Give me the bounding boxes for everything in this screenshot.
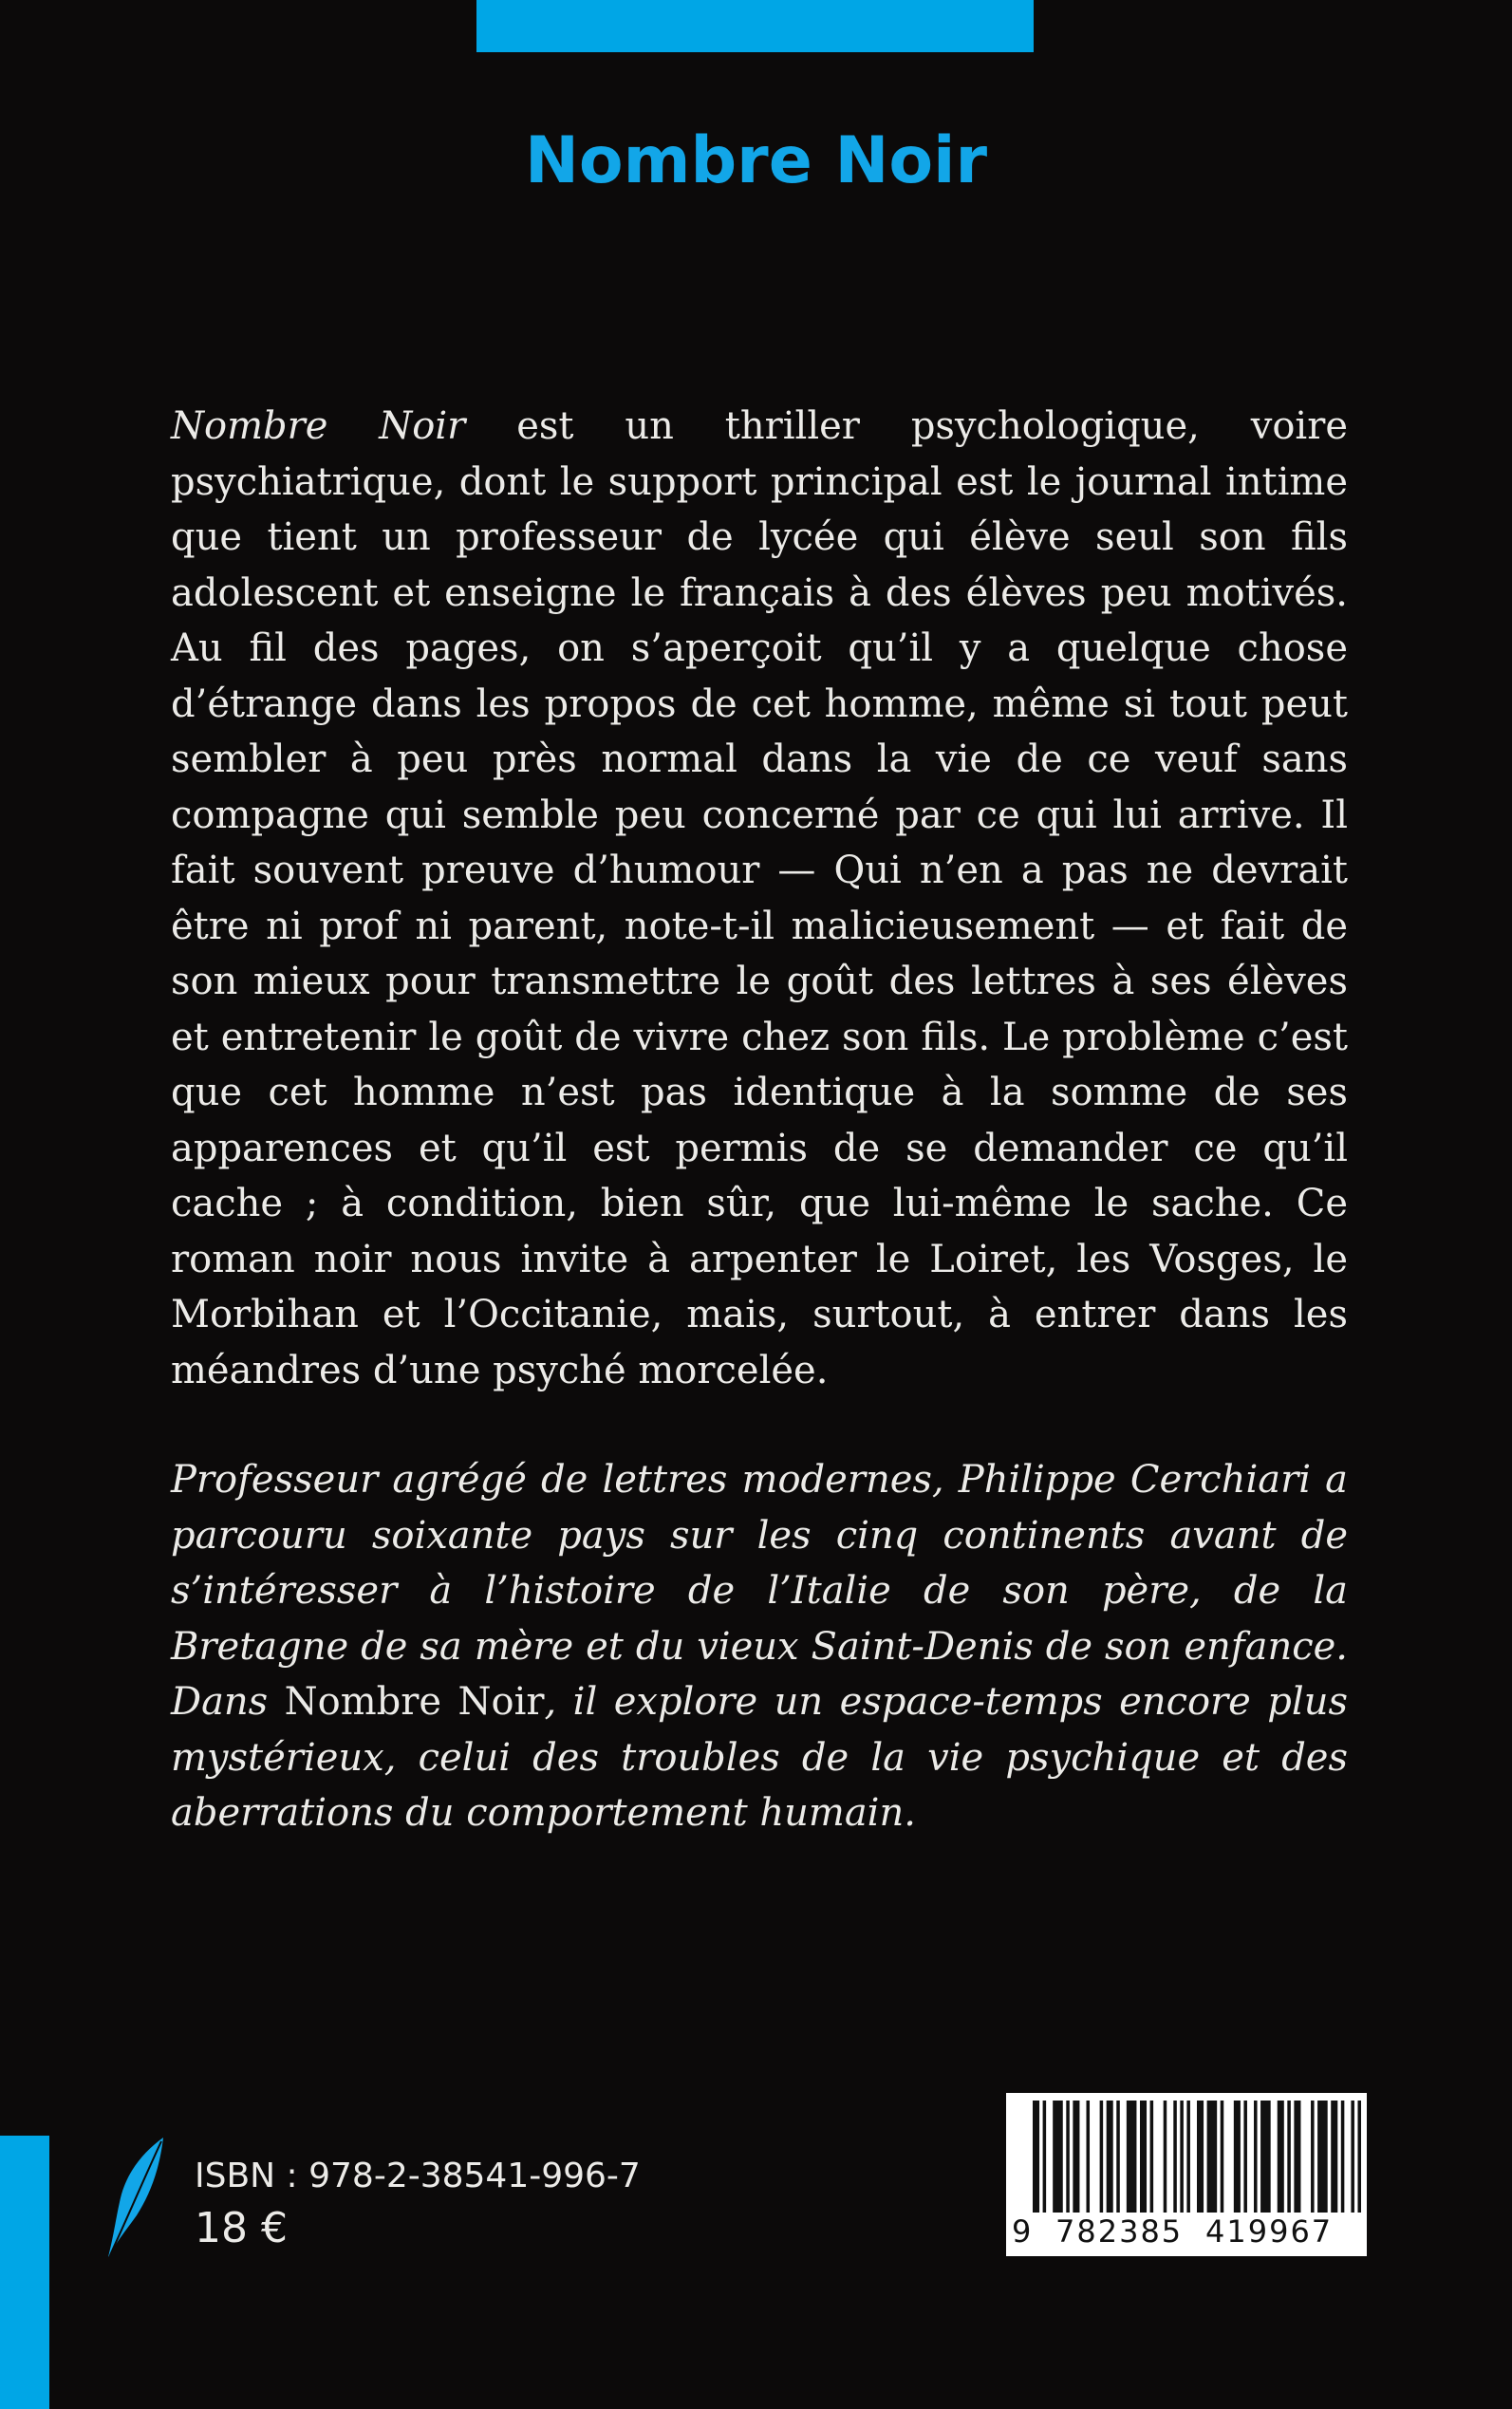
barcode-bar [1073,2101,1079,2213]
synopsis-text: est un thriller psychologique, voire psychiatrique, dont le support principal est le journal intime que tient un professeur de lycée qui élève seul son fils adolescent et enseigne le français à des élèves peu motivés. Au fil des pages, on s’aperçoit qu’il y a quelque chose d’étrange dans les propos de cet homme, même si tout peut sembler à peu près normal dans la vie de ce veuf sans compagne qui semble peu concerné par ce qui lui arrive. Il fait souvent preuve d’humour — Qui n’en a pas ne devrait être ni prof ni parent, note-t-il malicieusement — et fait de son mieux pour transmettre le goût des lettres à ses élèves et entretenir le goût de vivre chez son fils. Le problème c’est que cet homme n’est pas identique à la somme de ses apparences et qu’il est permis de se demander ce qu’il cache ; à condition, bien sûr, que lui-même le sache. Ce roman noir nous invite à arpenter le Loiret, les Vosges, le Morbihan et l’Occitanie, mais, surtout, à entrer dans les méandres d’une psyché morcelée. [171,404,1348,1392]
barcode-bar [1186,2101,1190,2213]
barcode-bar [1043,2101,1047,2213]
barcode-bar [1278,2101,1284,2213]
barcode-bar [1100,2101,1104,2213]
barcode-bar [1254,2101,1258,2213]
bio-title-upright: Nombre Noir [284,1680,545,1724]
barcode-bar [1294,2101,1300,2213]
barcode-bar [1150,2101,1154,2213]
synopsis-paragraph [171,399,1348,1398]
synopsis-title-italic: Nombre Noir [171,404,466,448]
barcode-bar [1140,2101,1147,2213]
barcode-bar [1107,2101,1113,2213]
barcode-bar [1053,2101,1063,2213]
feather-logo-icon [104,2136,171,2259]
barcode-left-group: 782385 [1055,2213,1184,2250]
book-title: Nombre Noir [525,123,987,198]
bio-text-after: , il explore un espace-temps encore plus mystérieux, celui des troubles de la vie psychique et des aberrations du comportement humain. [171,1680,1348,1835]
price-text: 18 € [195,2204,288,2252]
barcode-right-group: 419967 [1205,2213,1334,2250]
barcode-bar [1260,2101,1271,2213]
barcode-bar [1357,2101,1361,2213]
isbn-text: ISBN : 978-2-38541-996-7 [195,2157,641,2195]
barcode-bar [1173,2101,1177,2213]
top-accent-bar [476,0,1034,52]
barcode-bar [1127,2101,1137,2213]
barcode-bar [1341,2101,1345,2213]
barcode-bar [1317,2101,1328,2213]
barcode [1006,2093,1367,2256]
barcode-bar [1066,2101,1070,2213]
barcode-bar [1221,2101,1224,2213]
left-accent-bar [0,2136,49,2409]
barcode-bar [1086,2101,1090,2213]
barcode-bar [1207,2101,1218,2213]
barcode-bar [1351,2101,1354,2213]
barcode-bar [1197,2101,1204,2213]
barcode-bar [1331,2101,1337,2213]
barcode-bar [1311,2101,1315,2213]
barcode-bar [1234,2101,1241,2213]
barcode-bar [1164,2101,1167,2213]
author-bio-paragraph [171,1452,1348,1841]
barcode-bar [1180,2101,1184,2213]
barcode-bar [1033,2101,1039,2213]
barcode-bar [1116,2101,1120,2213]
barcode-first-digit: 9 [1012,2213,1032,2250]
barcode-digits [1006,2213,1367,2251]
barcode-icon [1033,2101,1361,2213]
barcode-bar [1287,2101,1291,2213]
barcode-bar [1243,2101,1247,2213]
bio-text-before: Professeur agrégé de lettres modernes, Philippe Cerchiari a parcouru soixante pays sur les cinq continents avant de s’intéresser à l’histoire de l’Italie de son père, de la Bretagne de sa mère et du vieux Saint-Denis de son enfance. Dans [171,1458,1348,1724]
